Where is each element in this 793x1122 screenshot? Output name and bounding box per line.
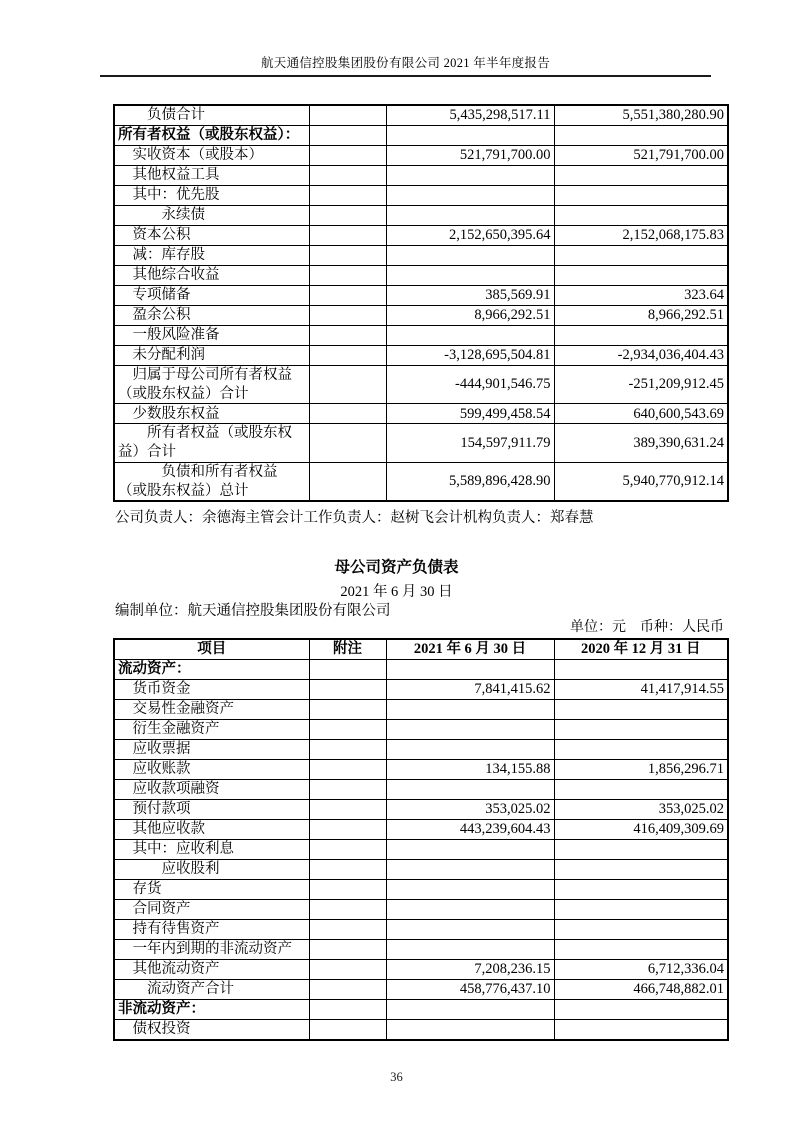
- item-label-cell: 预付款项: [114, 799, 309, 819]
- note-cell: [309, 266, 386, 286]
- value-prior-cell: 389,390,631.24: [554, 424, 728, 462]
- note-cell: [309, 346, 386, 366]
- value-prior-cell: [554, 206, 728, 226]
- note-cell: [309, 246, 386, 266]
- item-label-cell: 持有待售资产: [114, 919, 309, 939]
- note-cell: [309, 105, 386, 126]
- table-row: [114, 979, 728, 999]
- value-current-cell: [386, 879, 554, 899]
- table-row: [114, 659, 728, 679]
- note-cell: [309, 226, 386, 246]
- page-number: 36: [390, 1070, 403, 1084]
- table-row: [114, 326, 728, 346]
- item-label-cell: 所有者权益（或股东权益）：: [114, 126, 309, 146]
- value-prior-cell: [554, 266, 728, 286]
- note-cell: [309, 999, 386, 1019]
- column-header-item: 项目: [114, 639, 309, 659]
- table-row: [114, 105, 728, 126]
- column-header-note: 附注: [309, 639, 386, 659]
- value-current-cell: 2,152,650,395.64: [386, 226, 554, 246]
- note-cell: [309, 699, 386, 719]
- note-cell: [309, 166, 386, 186]
- currency-unit-note: 单位：元 币种：人民币: [570, 620, 724, 635]
- table-row: [114, 959, 728, 979]
- value-current-cell: [386, 186, 554, 206]
- value-current-cell: 154,597,911.79: [386, 424, 554, 462]
- table-row: [114, 424, 728, 462]
- value-current-cell: [386, 266, 554, 286]
- value-prior-cell: -2,934,036,404.43: [554, 346, 728, 366]
- value-prior-cell: 640,600,543.69: [554, 404, 728, 424]
- note-cell: [309, 719, 386, 739]
- value-current-cell: 521,791,700.00: [386, 146, 554, 166]
- table-row: [114, 306, 728, 326]
- prepared-by-line: 编制单位：航天通信控股集团股份有限公司: [115, 603, 391, 619]
- note-cell: [309, 979, 386, 999]
- value-prior-cell: [554, 879, 728, 899]
- value-prior-cell: [554, 1019, 728, 1040]
- statement-date: 2021 年 6 月 30 日: [340, 584, 453, 600]
- item-label-cell: 货币资金: [114, 679, 309, 699]
- value-current-cell: [386, 1019, 554, 1040]
- item-label-cell: 应收股利: [114, 859, 309, 879]
- table-row: [114, 186, 728, 206]
- value-current-cell: [386, 326, 554, 346]
- value-current-cell: 443,239,604.43: [386, 819, 554, 839]
- item-label-cell: 其他综合收益: [114, 266, 309, 286]
- value-current-cell: [386, 739, 554, 759]
- value-prior-cell: [554, 999, 728, 1019]
- item-label-cell: 其他权益工具: [114, 166, 309, 186]
- note-cell: [309, 779, 386, 799]
- value-current-cell: 7,841,415.62: [386, 679, 554, 699]
- note-cell: [309, 186, 386, 206]
- table-row: [114, 939, 728, 959]
- column-header-current: 2021 年 6 月 30 日: [386, 639, 554, 659]
- note-cell: [309, 759, 386, 779]
- table2-body: [114, 659, 728, 1040]
- value-prior-cell: 2,152,068,175.83: [554, 226, 728, 246]
- item-label-cell: 负债和所有者权益（或股东权益）总计: [114, 462, 309, 501]
- item-label-cell: 其中：优先股: [114, 186, 309, 206]
- table-row: [114, 799, 728, 819]
- table-row: [114, 759, 728, 779]
- table-row: [114, 226, 728, 246]
- value-current-cell: 5,589,896,428.90: [386, 462, 554, 501]
- value-prior-cell: 5,551,380,280.90: [554, 105, 728, 126]
- table-row: [114, 719, 728, 739]
- item-label-cell: 实收资本（或股本）: [114, 146, 309, 166]
- note-cell: [309, 424, 386, 462]
- note-cell: [309, 206, 386, 226]
- value-current-cell: [386, 166, 554, 186]
- item-label-cell: 流动资产合计: [114, 979, 309, 999]
- value-current-cell: [386, 246, 554, 266]
- value-current-cell: -444,901,546.75: [386, 366, 554, 404]
- item-label-cell: 债权投资: [114, 1019, 309, 1040]
- note-cell: [309, 959, 386, 979]
- note-cell: [309, 462, 386, 501]
- table-row: [114, 879, 728, 899]
- table-row: [114, 346, 728, 366]
- table-row: [114, 206, 728, 226]
- item-label-cell: 一般风险准备: [114, 326, 309, 346]
- note-cell: [309, 799, 386, 819]
- value-prior-cell: [554, 839, 728, 859]
- note-cell: [309, 739, 386, 759]
- value-prior-cell: [554, 859, 728, 879]
- value-prior-cell: [554, 699, 728, 719]
- value-current-cell: 134,155.88: [386, 759, 554, 779]
- value-prior-cell: 353,025.02: [554, 799, 728, 819]
- item-label-cell: 应收款项融资: [114, 779, 309, 799]
- value-prior-cell: [554, 246, 728, 266]
- value-current-cell: [386, 126, 554, 146]
- item-label-cell: 衍生金融资产: [114, 719, 309, 739]
- table-row: [114, 739, 728, 759]
- table-row: [114, 246, 728, 266]
- item-label-cell: 其他流动资产: [114, 959, 309, 979]
- value-prior-cell: 323.64: [554, 286, 728, 306]
- note-cell: [309, 1019, 386, 1040]
- item-label-cell: 盈余公积: [114, 306, 309, 326]
- value-current-cell: 599,499,458.54: [386, 404, 554, 424]
- value-current-cell: [386, 206, 554, 226]
- table-row: [114, 1019, 728, 1040]
- item-label-cell: 合同资产: [114, 899, 309, 919]
- item-label-cell: 应收账款: [114, 759, 309, 779]
- table-row: [114, 999, 728, 1019]
- value-prior-cell: [554, 919, 728, 939]
- item-label-cell: 永续债: [114, 206, 309, 226]
- value-current-cell: 5,435,298,517.11: [386, 105, 554, 126]
- note-cell: [309, 879, 386, 899]
- value-prior-cell: 6,712,336.04: [554, 959, 728, 979]
- item-label-cell: 存货: [114, 879, 309, 899]
- value-current-cell: 353,025.02: [386, 799, 554, 819]
- item-label-cell: 资本公积: [114, 226, 309, 246]
- note-cell: [309, 859, 386, 879]
- value-prior-cell: [554, 739, 728, 759]
- table1-body: [114, 105, 728, 501]
- item-label-cell: 一年内到期的非流动资产: [114, 939, 309, 959]
- item-label-cell: 未分配利润: [114, 346, 309, 366]
- note-cell: [309, 366, 386, 404]
- value-prior-cell: [554, 659, 728, 679]
- table-header-row: [114, 639, 728, 659]
- item-label-cell: 所有者权益（或股东权益）合计: [114, 424, 309, 462]
- note-cell: [309, 306, 386, 326]
- table-row: [114, 166, 728, 186]
- parent-company-balance-sheet-table: [113, 638, 729, 1041]
- item-label-cell: 其中：应收利息: [114, 839, 309, 859]
- table-row: [114, 859, 728, 879]
- value-prior-cell: 41,417,914.55: [554, 679, 728, 699]
- value-prior-cell: 8,966,292.51: [554, 306, 728, 326]
- table-row: [114, 699, 728, 719]
- item-label-cell: 流动资产：: [114, 659, 309, 679]
- table-row: [114, 779, 728, 799]
- value-prior-cell: [554, 779, 728, 799]
- value-prior-cell: [554, 899, 728, 919]
- value-current-cell: [386, 839, 554, 859]
- value-prior-cell: [554, 326, 728, 346]
- header-divider: [100, 75, 711, 77]
- value-prior-cell: -251,209,912.45: [554, 366, 728, 404]
- table-row: [114, 839, 728, 859]
- value-prior-cell: [554, 719, 728, 739]
- item-label-cell: 归属于母公司所有者权益（或股东权益）合计: [114, 366, 309, 404]
- note-cell: [309, 899, 386, 919]
- table-row: [114, 819, 728, 839]
- column-header-prior: 2020 年 12 月 31 日: [554, 639, 728, 659]
- note-cell: [309, 404, 386, 424]
- value-prior-cell: [554, 186, 728, 206]
- note-cell: [309, 146, 386, 166]
- note-cell: [309, 286, 386, 306]
- note-cell: [309, 659, 386, 679]
- table-row: [114, 919, 728, 939]
- value-current-cell: [386, 899, 554, 919]
- note-cell: [309, 126, 386, 146]
- value-current-cell: [386, 719, 554, 739]
- value-current-cell: 8,966,292.51: [386, 306, 554, 326]
- item-label-cell: 少数股东权益: [114, 404, 309, 424]
- table-row: [114, 462, 728, 501]
- value-prior-cell: [554, 939, 728, 959]
- officer-signature-line: 公司负责人：余德海主管会计工作负责人：赵树飞会计机构负责人：郑春慧: [115, 510, 594, 526]
- value-prior-cell: 466,748,882.01: [554, 979, 728, 999]
- note-cell: [309, 839, 386, 859]
- value-prior-cell: 5,940,770,912.14: [554, 462, 728, 501]
- table-row: [114, 266, 728, 286]
- statement-title: 母公司资产负债表: [334, 559, 459, 576]
- value-current-cell: 458,776,437.10: [386, 979, 554, 999]
- value-current-cell: -3,128,695,504.81: [386, 346, 554, 366]
- consolidated-balance-sheet-continued-table: [113, 104, 729, 502]
- page-header-title: 航天通信控股集团股份有限公司 2021 年半年度报告: [260, 56, 551, 70]
- table-row: [114, 899, 728, 919]
- table-row: [114, 286, 728, 306]
- table-row: [114, 404, 728, 424]
- note-cell: [309, 679, 386, 699]
- item-label-cell: 其他应收款: [114, 819, 309, 839]
- value-current-cell: [386, 999, 554, 1019]
- item-label-cell: 交易性金融资产: [114, 699, 309, 719]
- value-prior-cell: 1,856,296.71: [554, 759, 728, 779]
- note-cell: [309, 819, 386, 839]
- value-current-cell: [386, 939, 554, 959]
- table-row: [114, 366, 728, 404]
- value-current-cell: 7,208,236.15: [386, 959, 554, 979]
- value-current-cell: [386, 919, 554, 939]
- table-row: [114, 146, 728, 166]
- table-row: [114, 126, 728, 146]
- value-current-cell: [386, 699, 554, 719]
- value-prior-cell: [554, 166, 728, 186]
- item-label-cell: 应收票据: [114, 739, 309, 759]
- value-current-cell: 385,569.91: [386, 286, 554, 306]
- item-label-cell: 负债合计: [114, 105, 309, 126]
- item-label-cell: 非流动资产：: [114, 999, 309, 1019]
- value-current-cell: [386, 779, 554, 799]
- table-row: [114, 679, 728, 699]
- value-current-cell: [386, 659, 554, 679]
- value-current-cell: [386, 859, 554, 879]
- value-prior-cell: [554, 126, 728, 146]
- item-label-cell: 专项储备: [114, 286, 309, 306]
- note-cell: [309, 939, 386, 959]
- note-cell: [309, 919, 386, 939]
- note-cell: [309, 326, 386, 346]
- value-prior-cell: 521,791,700.00: [554, 146, 728, 166]
- item-label-cell: 减：库存股: [114, 246, 309, 266]
- value-prior-cell: 416,409,309.69: [554, 819, 728, 839]
